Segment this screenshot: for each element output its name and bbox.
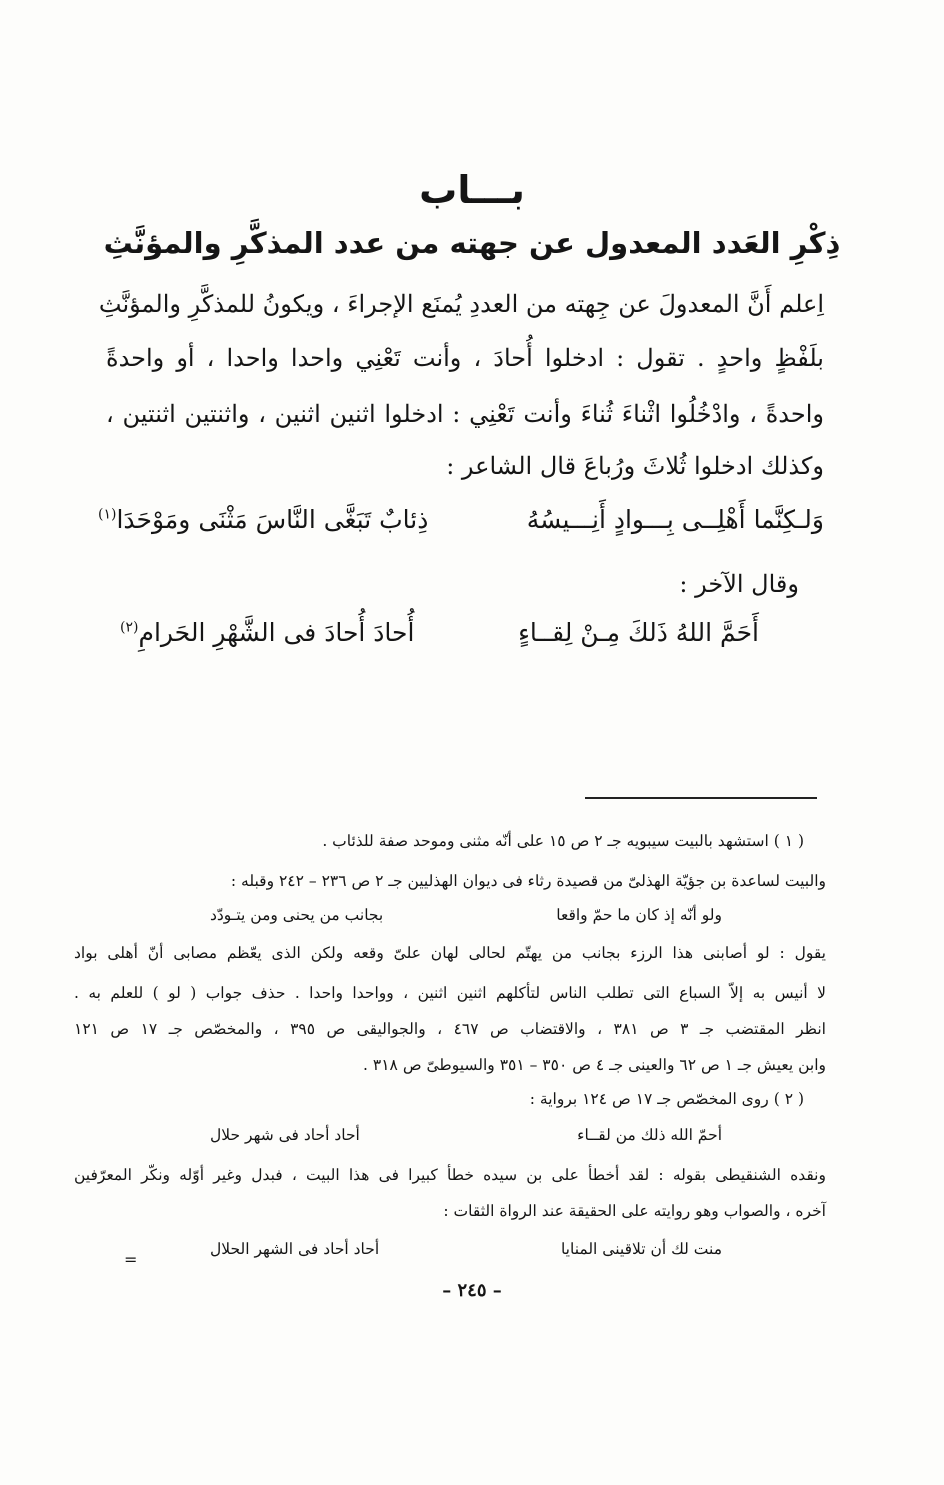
body-line-2: بلَفْظٍ واحدٍ . تقول : ادخلوا أُحادَ ، وأنت تَعْنِي واحدا واحدا ، أو واحدةً xyxy=(106,344,824,372)
footnote-marker-2: (٢) xyxy=(120,619,139,636)
footnote-2-verse2-first: منت لك أن تلاقينى المنايا xyxy=(560,1240,722,1258)
footnote-1-verse-first: ولو أنّه إذ كان ما حمّ واقعا xyxy=(556,906,722,924)
body-line-1: اِعلم أَنَّ المعدولَ عن جِهته من العددِ يُمنَع الإجراءَ ، ويكونُ للمذكَّرِ والمؤنَّثِ xyxy=(98,290,824,318)
continuation-mark: = xyxy=(124,1250,138,1269)
verse-2-intro: وقال الآخر : xyxy=(679,570,799,598)
footnote-1-line-5: لا أنيس به إلاّ السباع التى تطلب الناس لتأكلهم اثنين اثنين ، وواحدا واحدا . حذف جواب ( لو ) للعلم به . xyxy=(74,984,826,1002)
chapter-subtitle: ذِكْرِ العَدد المعدول عن جهته من عدد المذكَّرِ والمؤنَّثِ xyxy=(103,226,841,260)
chapter-heading: بـــاب xyxy=(419,168,525,212)
footnote-2-line-3: ونقده الشنقيطى بقوله : لقد أخطأ على بن سيده خطأ كبيرا فى هذا البيت ، فبدل وغير أوّله ونكّر المعرّفين xyxy=(74,1166,826,1184)
verse-2-second-text: أُحادَ أُحادَ فى الشَّهْرِ الحَرامِ xyxy=(138,618,415,647)
footnote-1-line-2: والبيت لساعدة بن جؤيّة الهذلىّ من قصيدة رثاء فى ديوان الهذليين جـ ٢ ص ٢٣٦ – ٢٤٢ وقبله : xyxy=(230,872,826,890)
footnote-1-line-7: وابن يعيش جـ ١ ص ٦٢ والعينى جـ ٤ ص ٣٥٠ – ٣٥١ والسيوطىّ ص ٣١٨ . xyxy=(363,1056,826,1074)
footnote-1-line-1: ( ١ ) استشهد بالبيت سيبويه جـ ٢ ص ١٥ على أنّه مثنى وموحد صفة للذئاب . xyxy=(322,832,804,850)
footnote-1-verse-second: بجانب من يحنى ومن يتـودّد xyxy=(210,906,384,924)
verse-2-first-hemistich: أَحَمَّ اللهُ ذَلكَ مِـنْ لِقــاءٍ xyxy=(518,618,759,647)
footnote-1-line-4: يقول : لو أصابنى هذا الرزء بجانب من يهتّم لحالى لهان علىّ وقعه ولكن الذى يعّظم مصابى أنّ أهلى بواد xyxy=(74,944,826,962)
body-line-4: وكذلك ادخلوا ثُلاثَ ورُباعَ قال الشاعر : xyxy=(446,452,824,480)
verse-1-second-text: ذِئابٌ تَبَغَّى النَّاسَ مَثْنَى ومَوْحَدَا xyxy=(116,505,429,534)
footnote-2-line-4: آخره ، والصواب وهو روايته على الحقيقة عند الرواة الثقات : xyxy=(443,1202,826,1220)
footnote-2-line-1: ( ٢ ) روى المخصّص جـ ١٧ ص ١٢٤ برواية : xyxy=(529,1090,804,1108)
footnote-separator xyxy=(585,797,817,799)
verse-1-second-hemistich xyxy=(98,505,428,534)
footnote-2-verse2-second: أحاد أحاد فى الشهر الحلال xyxy=(210,1240,380,1258)
footnote-2-verse-second: أحاد أحاد فى شهر حلال xyxy=(210,1126,360,1144)
footnote-1-line-6: انظر المقتضب جـ ٣ ص ٣٨١ ، والاقتضاب ص ٤٦٧ ، والجواليقى ص ٣٩٥ ، والمخصّص جـ ١٧ ص ١٢١ xyxy=(74,1020,826,1038)
verse-1-first-hemistich: وَلـكِنَّما أَهْلِــى بِـــوادٍ أَنِـــيسُهُ xyxy=(526,505,824,534)
footnote-marker-1: (١) xyxy=(98,506,117,523)
page-number: – ٢٤٥ – xyxy=(442,1280,502,1301)
body-line-3: واحدةً ، وادْخُلُوا اثْناءَ ثُناءَ وأنت تَعْنِي : ادخلوا اثنين اثنين ، واثنتين اثنتين ، xyxy=(106,400,824,428)
footnote-2-verse-first: أحمّ الله ذلك من لقــاء xyxy=(577,1126,722,1144)
verse-2-second-hemistich xyxy=(120,618,414,647)
